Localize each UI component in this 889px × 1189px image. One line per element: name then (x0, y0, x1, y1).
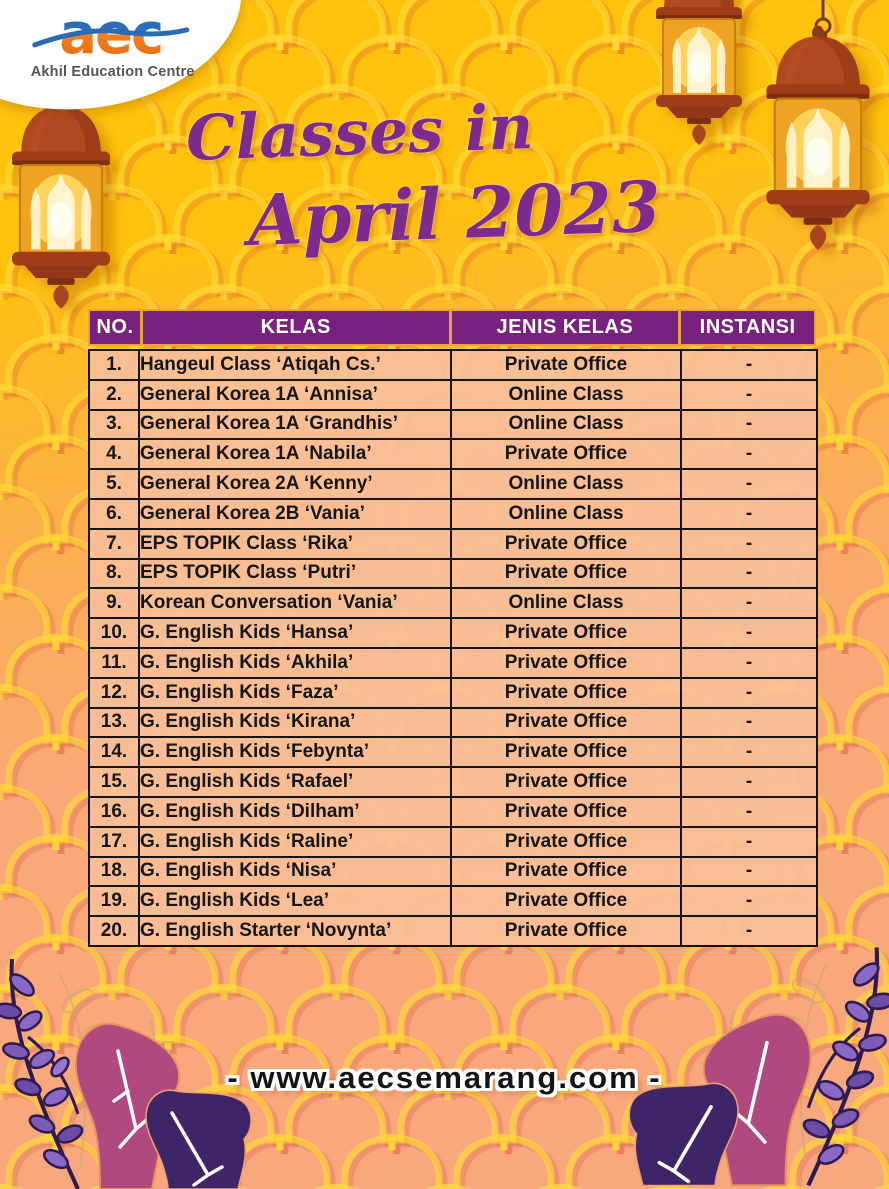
poster-title-line2: April 2023 (246, 164, 662, 263)
table-row (89, 857, 817, 887)
cell-kelas: Korean Conversation ‘Vania’ (139, 588, 451, 618)
logo-name: Akhil Education Centre (30, 63, 195, 80)
cell-no: 2. (89, 380, 139, 410)
cell-no: 5. (89, 469, 139, 499)
lantern-icon (4, 92, 118, 309)
cell-instansi: - (681, 678, 817, 708)
cell-instansi: - (681, 469, 817, 499)
cell-no: 4. (89, 439, 139, 469)
cell-kelas: G. English Kids ‘Faza’ (139, 678, 451, 708)
cell-kelas: General Korea 2A ‘Kenny’ (139, 469, 451, 499)
cell-jenis: Private Office (451, 737, 681, 767)
poster-title-line1: Classes in (184, 89, 535, 176)
cell-kelas: G. English Kids ‘Dilham’ (139, 797, 451, 827)
cell-kelas: General Korea 1A ‘Annisa’ (139, 380, 451, 410)
table-row (89, 678, 817, 708)
cell-no: 17. (89, 827, 139, 857)
cell-jenis: Online Class (451, 469, 681, 499)
cell-kelas: EPS TOPIK Class ‘Putri’ (139, 559, 451, 589)
cell-jenis: Private Office (451, 767, 681, 797)
lantern-icon (649, 0, 749, 145)
cell-instansi: - (681, 499, 817, 529)
class-table (88, 349, 818, 947)
website-url[interactable]: - www.aecsemarang.com - (227, 1060, 662, 1095)
table-row (89, 827, 817, 857)
cell-jenis: Private Office (451, 857, 681, 887)
cell-no: 11. (89, 648, 139, 678)
cell-no: 6. (89, 499, 139, 529)
cell-no: 16. (89, 797, 139, 827)
table-row (89, 648, 817, 678)
cell-no: 3. (89, 410, 139, 440)
table-row (89, 797, 817, 827)
cell-instansi: - (681, 618, 817, 648)
table-row (89, 529, 817, 559)
table-row (89, 559, 817, 589)
cell-kelas: G. English Kids ‘Raline’ (139, 827, 451, 857)
cell-kelas: G. English Kids ‘Akhila’ (139, 648, 451, 678)
cell-kelas: G. English Kids ‘Hansa’ (139, 618, 451, 648)
table-row (89, 886, 817, 916)
cell-jenis: Private Office (451, 827, 681, 857)
cell-no: 7. (89, 529, 139, 559)
cell-no: 20. (89, 916, 139, 946)
table-header-row (88, 309, 816, 346)
cell-instansi: - (681, 439, 817, 469)
cell-instansi: - (681, 916, 817, 946)
cell-instansi: - (681, 886, 817, 916)
class-table-body (89, 350, 817, 946)
table-row (89, 737, 817, 767)
table-row (89, 767, 817, 797)
cell-jenis: Online Class (451, 588, 681, 618)
cell-jenis: Private Office (451, 648, 681, 678)
cell-kelas: General Korea 1A ‘Nabila’ (139, 439, 451, 469)
table-row (89, 708, 817, 738)
cell-kelas: General Korea 1A ‘Grandhis’ (139, 410, 451, 440)
cell-kelas: General Korea 2B ‘Vania’ (139, 499, 451, 529)
cell-no: 10. (89, 618, 139, 648)
cell-kelas: G. English Starter ‘Novynta’ (139, 916, 451, 946)
cell-no: 1. (89, 350, 139, 380)
table-row (89, 439, 817, 469)
table-row (89, 588, 817, 618)
aec-logo-mark (31, 1, 191, 67)
cell-jenis: Online Class (451, 380, 681, 410)
column-header-kelas: KELAS (140, 311, 449, 344)
cell-jenis: Private Office (451, 886, 681, 916)
cell-kelas: EPS TOPIK Class ‘Rika’ (139, 529, 451, 559)
column-header-jenis: JENIS KELAS (449, 311, 679, 344)
cell-kelas: G. English Kids ‘Kirana’ (139, 708, 451, 738)
logo-acronym: aec (59, 1, 163, 67)
cell-instansi: - (681, 410, 817, 440)
table-row (89, 380, 817, 410)
cell-no: 13. (89, 708, 139, 738)
cell-instansi: - (681, 737, 817, 767)
cell-jenis: Online Class (451, 410, 681, 440)
cell-instansi: - (681, 767, 817, 797)
cell-instansi: - (681, 529, 817, 559)
cell-kelas: G. English Kids ‘Rafael’ (139, 767, 451, 797)
footer (0, 1060, 889, 1096)
lantern-icon (758, 22, 878, 250)
cell-jenis: Private Office (451, 678, 681, 708)
table-row (89, 618, 817, 648)
cell-jenis: Private Office (451, 618, 681, 648)
cell-instansi: - (681, 380, 817, 410)
cell-kelas: Hangeul Class ‘Atiqah Cs.’ (139, 350, 451, 380)
class-schedule-table (88, 309, 816, 947)
cell-jenis: Private Office (451, 797, 681, 827)
cell-jenis: Private Office (451, 559, 681, 589)
table-row (89, 469, 817, 499)
cell-no: 14. (89, 737, 139, 767)
cell-no: 18. (89, 857, 139, 887)
cell-instansi: - (681, 708, 817, 738)
cell-instansi: - (681, 827, 817, 857)
cell-no: 12. (89, 678, 139, 708)
table-row (89, 350, 817, 380)
cell-kelas: G. English Kids ‘Febynta’ (139, 737, 451, 767)
cell-no: 9. (89, 588, 139, 618)
table-row (89, 916, 817, 946)
column-header-no: NO. (90, 311, 140, 344)
cell-jenis: Private Office (451, 439, 681, 469)
cell-jenis: Private Office (451, 708, 681, 738)
table-row (89, 499, 817, 529)
cell-instansi: - (681, 559, 817, 589)
cell-jenis: Private Office (451, 916, 681, 946)
column-header-instansi: INSTANSI (678, 311, 814, 344)
cell-instansi: - (681, 648, 817, 678)
cell-instansi: - (681, 350, 817, 380)
cell-instansi: - (681, 588, 817, 618)
cell-jenis: Online Class (451, 499, 681, 529)
cell-kelas: G. English Kids ‘Lea’ (139, 886, 451, 916)
cell-no: 19. (89, 886, 139, 916)
table-row (89, 410, 817, 440)
cell-no: 15. (89, 767, 139, 797)
cell-instansi: - (681, 797, 817, 827)
cell-kelas: G. English Kids ‘Nisa’ (139, 857, 451, 887)
cell-instansi: - (681, 857, 817, 887)
cell-no: 8. (89, 559, 139, 589)
cell-jenis: Private Office (451, 529, 681, 559)
cell-jenis: Private Office (451, 350, 681, 380)
